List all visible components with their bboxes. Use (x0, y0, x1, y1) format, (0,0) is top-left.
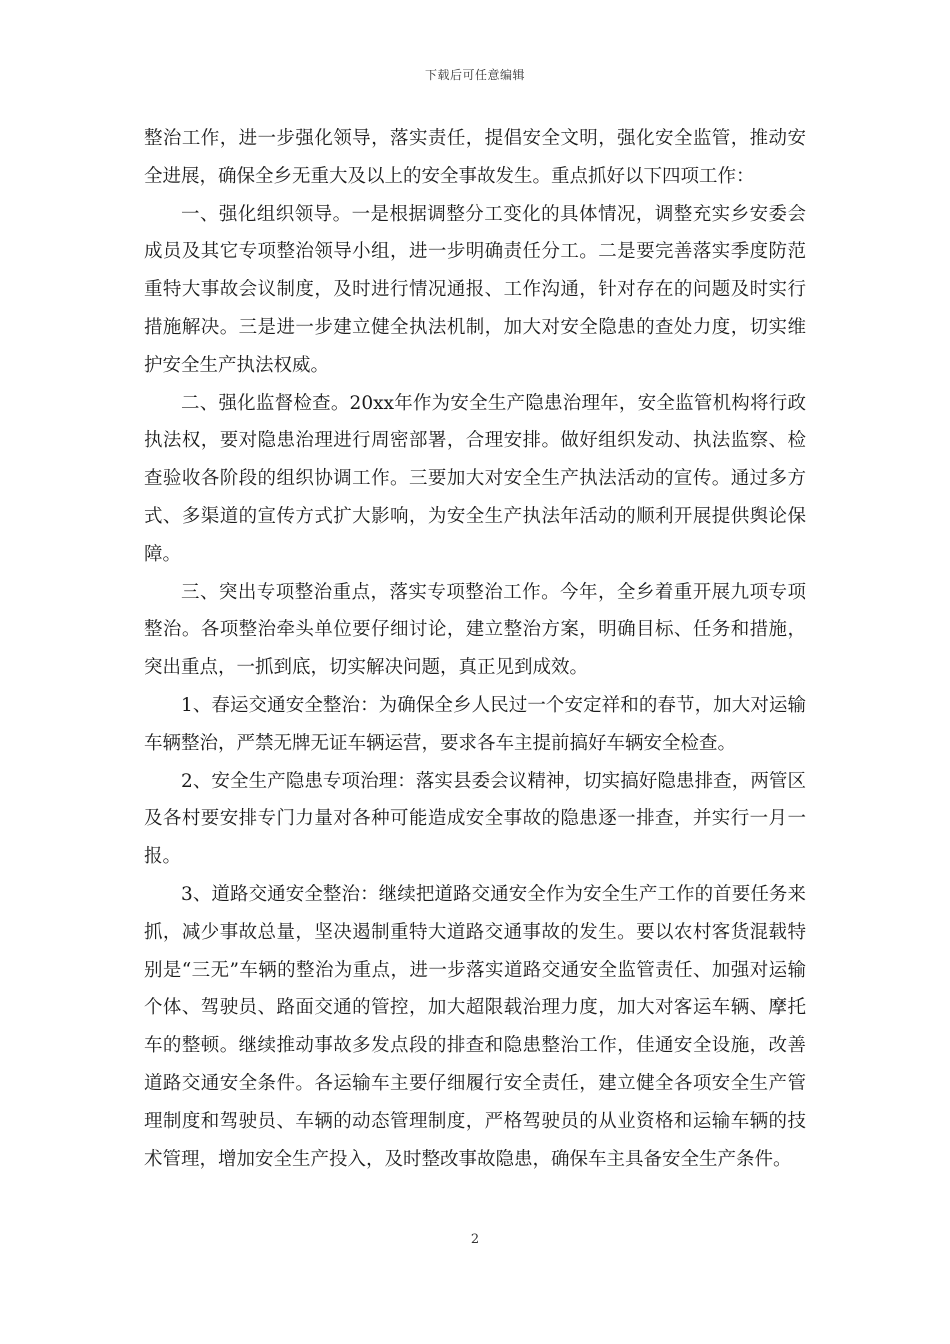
document-body (144, 120, 806, 1178)
paragraph-item-2: 2、安全生产隐患专项治理：落实县委会议精神，切实搞好隐患排查，两管区及各村要安排专门力量对各种可能造成安全事故的隐患逐一排查，并实行一月一报。 (144, 770, 806, 868)
paragraph-item-3: 3、道路交通安全整治：继续把道路交通安全作为安全生产工作的首要任务来抓，减少事故总量，坚决遏制重特大道路交通事故的发生。要以农村客货混载特别是“三无”车辆的整治为重点，进一步落实道路交通安全监管责任、加强对运输个体、驾驶员、路面交通的管控，加大超限载治理力度，加大对客运车辆、摩托车的整顿。继续推动事故多发点段的排查和隐患整治工作，佳通安全设施，改善道路交通安全条件。各运输车主要仔细履行安全责任，建立健全各项安全生产管理制度和驾驶员、车辆的动态管理制度，严格驾驶员的从业资格和运输车辆的技术管理，增加安全生产投入，及时整改事故隐患，确保车主具备安全生产条件。 (144, 883, 806, 1170)
paragraph-section-1: 一、强化组织领导。一是根据调整分工变化的具体情况，调整充实乡安委会成员及其它专项整治领导小组，进一步明确责任分工。二是要完善落实季度防范重特大事故会议制度，及时进行情况通报、工作沟通，针对存在的问题及时实行措施解决。三是进一步建立健全执法机制，加大对安全隐患的查处力度，切实维护安全生产执法权威。 (144, 203, 806, 376)
paragraph-continuation: 整治工作，进一步强化领导，落实责任，提倡安全文明，强化安全监管，推动安全进展，确保全乡无重大及以上的安全事故发生。重点抓好以下四项工作： (144, 128, 806, 187)
paragraph-section-2: 二、强化监督检查。20xx年作为安全生产隐患治理年，安全监管机构将行政执法权，要对隐患治理进行周密部署，合理安排。做好组织发动、执法监察、检查验收各阶段的组织协调工作。三要加大对安全生产执法活动的宣传。通过多方式、多渠道的宣传方式扩大影响，为安全生产执法年活动的顺利开展提供舆论保障。 (144, 392, 806, 565)
page-number: 2 (470, 1232, 480, 1247)
header-note: 下载后可任意编辑 (424, 68, 525, 82)
paragraph-section-3: 三、突出专项整治重点，落实专项整治工作。今年，全乡着重开展九项专项整治。各项整治牵头单位要仔细讨论，建立整治方案，明确目标、任务和措施，突出重点，一抓到底，切实解决问题，真正见到成效。 (144, 581, 806, 679)
paragraph-item-1: 1、春运交通安全整治：为确保全乡人民过一个安定祥和的春节，加大对运输车辆整治，严禁无牌无证车辆运营，要求各车主提前搞好车辆安全检查。 (144, 694, 806, 754)
